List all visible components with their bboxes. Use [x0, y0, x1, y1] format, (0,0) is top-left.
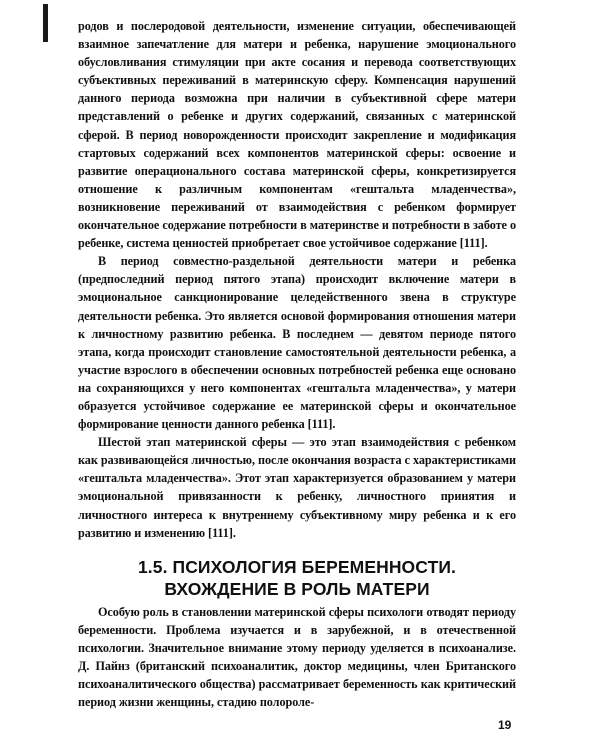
- body-text: [78, 17, 516, 542]
- paragraph: родов и послеродовой деятельности, изменение ситуации, обеспечивающей взаимное запечатление для матери и ребенка, нарушение эмоционального обусловливания стимуляции при акте сосания и перевода соответствующих субъективных переживаний в материнскую сферу. Компенсация нарушений данного периода возможна при наличии в субъективной сфере матери представлений о ребенке и других содержаний, связанных с материнской сферой. В период новорожденности происходит закрепление и модификация стартовых содержаний всех компонентов материнской сферы: освоение и развитие операционального состава материнской сферы, конкретизируется отношение к различным компонентам «гештальта младенчества», возникновение переживаний от взаимодействия с ребенком формирует окончательное содержание потребности в материнстве и потребности в заботе о ребенке, система ценностей приобретает свое устойчивое содержание [111].: [78, 19, 516, 251]
- paragraph: В период совместно-раздельной деятельности матери и ребенка (предпоследний период пятого этапа) происходит включение матери в эмоциональное санкционирование целедейственного звена в структуре деятельности ребенка. Это является основой формирования отношения матери к личностному развитию ребенка. В последнем — девятом периоде пятого этапа, когда происходит становление самостоятельной деятельности ребенка, а участие взрослого в обеспечении основных потребностей ребенка еще основано на сохраняющихся у него компонентах «гештальта младенчества», у матери образуется устойчивое содержание ее материнской сферы и окончательное формирование ценности данного ребенка [111].: [78, 254, 516, 432]
- page-number: 19: [498, 718, 512, 732]
- section-body-text: [78, 603, 516, 712]
- section-heading-line: ВХОЖДЕНИЕ В РОЛЬ МАТЕРИ: [164, 579, 430, 599]
- page-edge-mark: [43, 4, 48, 42]
- section-heading: [78, 556, 516, 600]
- section-heading-line: 1.5. ПСИХОЛОГИЯ БЕРЕМЕННОСТИ.: [137, 557, 457, 577]
- paragraph: Шестой этап материнской сферы — это этап взаимодействия с ребенком как развивающейся личностью, после окончания возраста с характеристиками «гештальта младенчества». Этот этап характеризуется образованием у матери эмоциональной привязанности к ребенку, личностного принятия и личностного интереса к внутреннему субъективному миру ребенка и к его развитию и изменению [111].: [78, 435, 516, 540]
- paragraph: Особую роль в становлении материнской сферы психологи отводят периоду беременности. Проблема изучается и в зарубежной, и в отечественной психологии. Значительное внимание этому периоду уделяется в психоанализе. Д. Пайнз (британский психоаналитик, доктор медицины, член Британского психоаналитического общества) рассматривает беременность как критический период жизни женщины, стадию полороле-: [78, 605, 516, 710]
